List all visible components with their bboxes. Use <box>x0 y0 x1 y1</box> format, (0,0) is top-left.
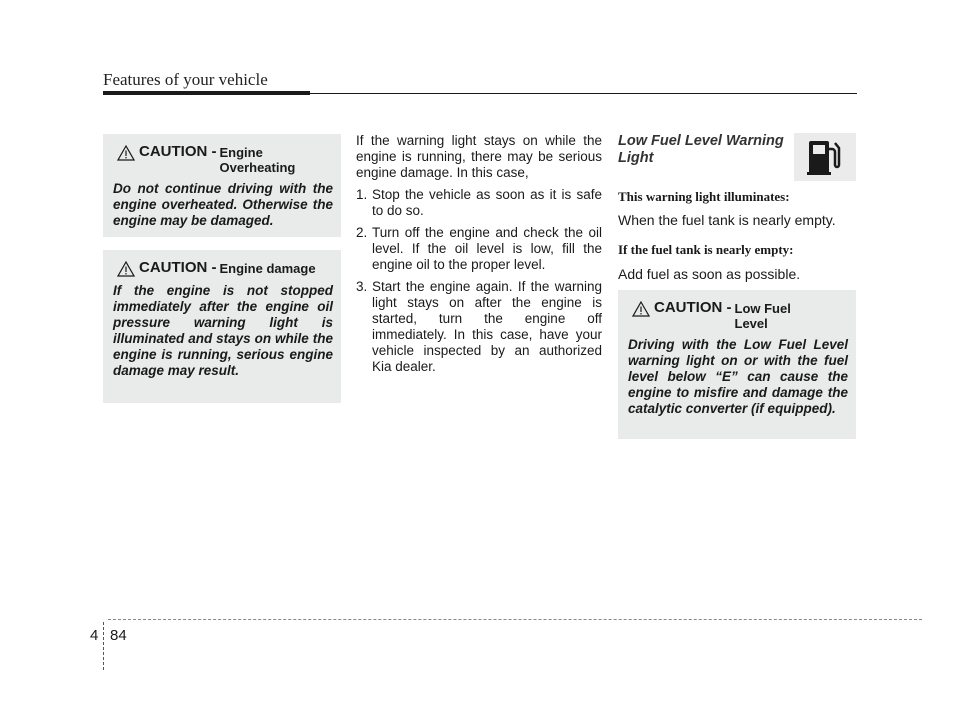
page-number: 84 <box>110 627 127 644</box>
header-rule-thick <box>103 91 310 95</box>
caution-heading <box>117 260 333 277</box>
caution-label: CAUTION - <box>139 143 217 160</box>
low-fuel-heading: Low Fuel Level Warning Light <box>618 133 784 166</box>
nearly-empty-label: If the fuel tank is nearly empty: <box>618 242 794 257</box>
warning-triangle-icon <box>117 145 135 161</box>
fuel-pump-icon <box>794 133 856 181</box>
caution-text: Do not continue driving with the engine overheated. Otherwise the engine may be damaged. <box>113 181 333 228</box>
caution-label: CAUTION - <box>654 299 732 316</box>
caution-label: CAUTION - <box>139 259 217 276</box>
page-header-title: Features of your vehicle <box>103 70 268 89</box>
caution-box-engine-damage <box>103 250 341 403</box>
list-item <box>356 225 602 273</box>
step-number: 1. <box>356 187 368 202</box>
caution-heading <box>632 300 848 331</box>
caution-topic: Low Fuel Level <box>734 301 791 331</box>
list-item <box>356 187 602 219</box>
caution-topic: Engine Overheating <box>219 145 296 175</box>
caution-heading <box>117 144 333 175</box>
warning-triangle-icon <box>632 301 650 317</box>
step-text: Turn off the engine and check the oil level. If the oil level is low, fill the engine oil to the proper level. <box>372 225 602 272</box>
step-text: Start the engine again. If the warning light stays on after the engine is started, turn the engine off immediately. In this case, have your vehicle inspected by an authorized Kia dealer. <box>372 279 602 374</box>
caution-topic: Engine damage <box>219 261 316 276</box>
fuel-pump-icon-tile <box>794 133 856 181</box>
nearly-empty-text: Add fuel as soon as possible. <box>618 266 801 282</box>
step-number: 3. <box>356 279 368 294</box>
illuminates-text: When the fuel tank is nearly empty. <box>618 212 836 228</box>
header-rule-thin <box>310 93 857 94</box>
caution-text: If the engine is not stopped immediately after the engine oil pressure warning light is illuminated and stays on while the engine is running, serious engine damage may result. <box>113 283 333 378</box>
low-fuel-section <box>618 133 858 282</box>
step-number: 2. <box>356 225 368 240</box>
steps-list <box>356 187 602 375</box>
illuminates-label: This warning light illuminates: <box>618 189 790 204</box>
oil-warning-instructions <box>356 133 602 381</box>
list-item <box>356 279 602 375</box>
caution-box-engine-overheating <box>103 134 341 237</box>
step-text: Stop the vehicle as soon as it is safe to do so. <box>372 187 602 218</box>
intro-paragraph: If the warning light stays on while the engine is running, there may be serious engine damage. In this case, <box>356 133 602 180</box>
caution-text: Driving with the Low Fuel Level warning light on or with the fuel level below “E” can cause the engine to misfire and damage the catalytic converter (if equipped). <box>628 337 848 416</box>
footer-divider <box>103 622 104 670</box>
footer-rule <box>108 619 922 620</box>
warning-triangle-icon <box>117 261 135 277</box>
caution-box-low-fuel <box>618 290 856 439</box>
chapter-number: 4 <box>90 627 99 644</box>
